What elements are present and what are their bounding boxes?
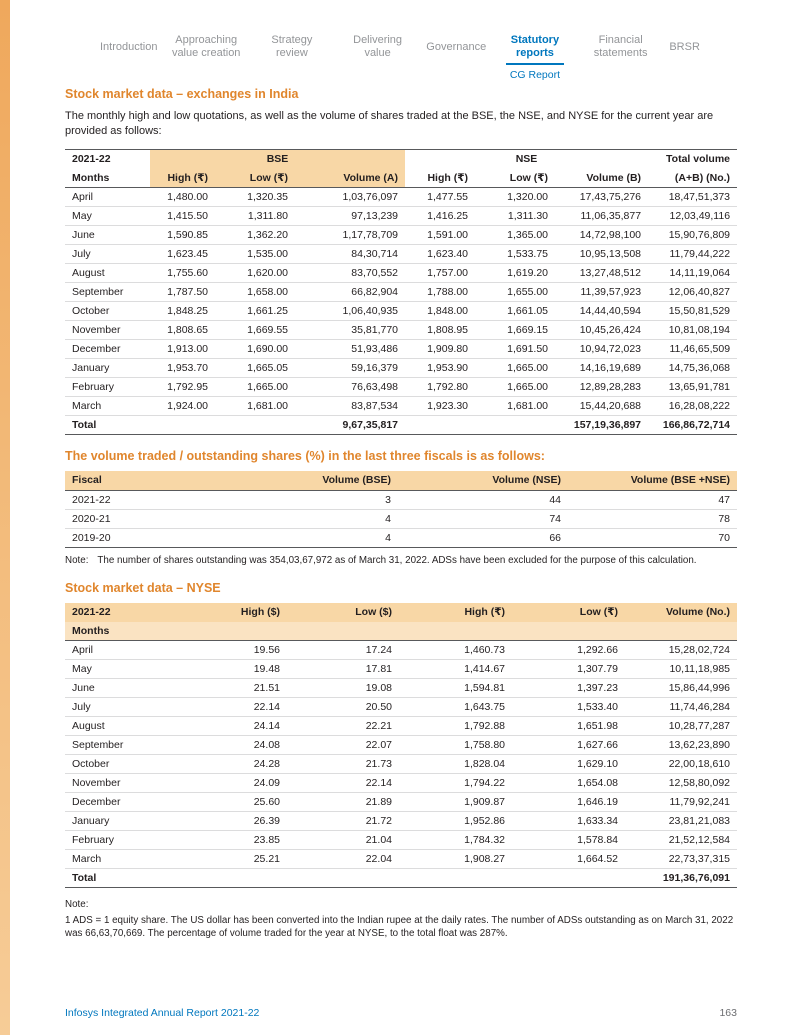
cell-bse-high: 1,913.00 xyxy=(150,340,215,359)
cell-low-usd: 21.89 xyxy=(287,793,399,812)
table-row xyxy=(65,264,737,283)
table-row xyxy=(65,793,737,812)
table-row xyxy=(65,660,737,679)
months-label: Months xyxy=(65,622,737,641)
cell-volume: 15,28,02,724 xyxy=(625,641,737,660)
cell-high-usd: 24.08 xyxy=(175,736,287,755)
cell-month: August xyxy=(65,717,175,736)
col-header-bse-volume: Volume (A) xyxy=(295,169,405,188)
cell-bse-high: 1,792.95 xyxy=(150,378,215,397)
cell-bse-volume: 66,82,904 xyxy=(295,283,405,302)
nav-item-governance[interactable]: Governance xyxy=(426,40,487,53)
cell-high-usd: 25.21 xyxy=(175,850,287,869)
cell-bse-volume: 51,93,486 xyxy=(295,340,405,359)
col-header-low-usd: Low ($) xyxy=(287,603,399,622)
cell-low-usd: 22.07 xyxy=(287,736,399,755)
top-navigation xyxy=(100,0,700,81)
cell-month: September xyxy=(65,736,175,755)
cell-volume: 15,86,44,996 xyxy=(625,679,737,698)
cell-high-inr: 1,792.88 xyxy=(399,717,512,736)
cell-low-inr: 1,646.19 xyxy=(512,793,625,812)
cell-total-volume: 11,46,65,509 xyxy=(648,340,737,359)
cell-month: July xyxy=(65,245,150,264)
cell-nse-volume: 15,44,20,688 xyxy=(555,397,648,416)
cell-bse-low: 1,620.00 xyxy=(215,264,295,283)
table-header-row xyxy=(65,603,737,622)
group-header-bse: BSE xyxy=(150,150,405,169)
cell-volume-nse: 74 xyxy=(398,509,568,528)
cell-month: June xyxy=(65,679,175,698)
cell-nse-low: 1,681.00 xyxy=(475,397,555,416)
cell-bse-low: 1,690.00 xyxy=(215,340,295,359)
cell-nse-volume: 13,27,48,512 xyxy=(555,264,648,283)
table-row xyxy=(65,378,737,397)
section-heading-exchanges-india: Stock market data – exchanges in India xyxy=(65,87,299,101)
cell-month: January xyxy=(65,812,175,831)
cell-bse-volume: 83,87,534 xyxy=(295,397,405,416)
cell-bse-high: 1,848.25 xyxy=(150,302,215,321)
cell-nse-high: 1,953.90 xyxy=(405,359,475,378)
cell-total-volume: 15,50,81,529 xyxy=(648,302,737,321)
cell-month: November xyxy=(65,321,150,340)
cell-month: July xyxy=(65,698,175,717)
cell-high-usd: 19.56 xyxy=(175,641,287,660)
table-row xyxy=(65,188,737,207)
cell-nse-low: 1,669.15 xyxy=(475,321,555,340)
table-row xyxy=(65,812,737,831)
cell-bse-low: 1,320.35 xyxy=(215,188,295,207)
col-header-total: (A+B) (No.) xyxy=(648,169,737,188)
cell-volume-bse: 4 xyxy=(225,528,398,547)
nyse-note xyxy=(65,898,737,940)
cell-nse-high: 1,757.00 xyxy=(405,264,475,283)
cell-month: October xyxy=(65,755,175,774)
cell-low-inr: 1,292.66 xyxy=(512,641,625,660)
cell-bse-low: 1,669.55 xyxy=(215,321,295,340)
cell-bse-volume: 35,81,770 xyxy=(295,321,405,340)
table-row xyxy=(65,528,737,547)
table-row xyxy=(65,509,737,528)
cell-bse-low: 1,661.25 xyxy=(215,302,295,321)
cell-bse-high: 1,808.65 xyxy=(150,321,215,340)
cell-volume-bse: 4 xyxy=(225,509,398,528)
cell-bse-low: 1,658.00 xyxy=(215,283,295,302)
table-row xyxy=(65,245,737,264)
cell-high-usd: 24.09 xyxy=(175,774,287,793)
cell-bse-low: 1,681.00 xyxy=(215,397,295,416)
cell-bse-low: 1,665.00 xyxy=(215,378,295,397)
footer-page-number: 163 xyxy=(719,1007,737,1019)
cell-high-usd: 25.60 xyxy=(175,793,287,812)
cell-nse-low: 1,533.75 xyxy=(475,245,555,264)
col-header-low-inr: Low (₹) xyxy=(512,603,625,622)
active-tab-underline xyxy=(506,63,564,65)
cell-total-volume: 16,28,08,222 xyxy=(648,397,737,416)
shares-outstanding-note xyxy=(65,554,737,567)
cell-month: April xyxy=(65,188,150,207)
cell-month: January xyxy=(65,359,150,378)
cell-bse-low: 1,535.00 xyxy=(215,245,295,264)
cell-nse-volume: 12,89,28,283 xyxy=(555,378,648,397)
cell-low-inr: 1,307.79 xyxy=(512,660,625,679)
nav-item-statutory-reports[interactable] xyxy=(498,34,572,81)
nav-item-label: Statutory reports xyxy=(510,34,560,59)
cell-month: February xyxy=(65,831,175,850)
cell-total-volume: 12,06,40,827 xyxy=(648,283,737,302)
cell-high-usd: 23.85 xyxy=(175,831,287,850)
cell-nse-volume: 11,39,57,923 xyxy=(555,283,648,302)
cell-volume-combined: 78 xyxy=(568,509,737,528)
cell-month: November xyxy=(65,774,175,793)
cell-nse-low: 1,311.30 xyxy=(475,207,555,226)
table-total-row xyxy=(65,869,737,888)
cell-total-volume: 14,11,19,064 xyxy=(648,264,737,283)
cell-high-inr: 1,784.32 xyxy=(399,831,512,850)
cell-month: August xyxy=(65,264,150,283)
cell-low-inr: 1,633.34 xyxy=(512,812,625,831)
cell-bse-high: 1,924.00 xyxy=(150,397,215,416)
fiscal-volume-table xyxy=(65,471,737,548)
table-row xyxy=(65,698,737,717)
cell-nse-volume: 10,94,72,023 xyxy=(555,340,648,359)
col-header-high-inr: High (₹) xyxy=(399,603,512,622)
cell-bse-low: 1,362.20 xyxy=(215,226,295,245)
cell-volume-nse: 44 xyxy=(398,490,568,509)
cell-volume-combined: 47 xyxy=(568,490,737,509)
cell-month: March xyxy=(65,397,150,416)
cell-volume: 12,58,80,092 xyxy=(625,774,737,793)
note-text: 1 ADS = 1 equity share. The US dollar has been converted into the Indian rupee at the daily rates. The number of ADSs outstanding as on March 31, 2022 was 66,63,70,669. The percentage of volume traded for the year at NYSE, to the total float was 287%. xyxy=(65,915,734,939)
cell-low-usd: 21.72 xyxy=(287,812,399,831)
cell-bse-low: 1,311.80 xyxy=(215,207,295,226)
cell-bse-high: 1,480.00 xyxy=(150,188,215,207)
table-row xyxy=(65,755,737,774)
table-total-row xyxy=(65,416,737,435)
cell-low-inr: 1,533.40 xyxy=(512,698,625,717)
bse-nse-table xyxy=(65,149,737,435)
table-row xyxy=(65,774,737,793)
cell-volume: 10,11,18,985 xyxy=(625,660,737,679)
cell-low-inr: 1,654.08 xyxy=(512,774,625,793)
cell-bse-volume: 76,63,498 xyxy=(295,378,405,397)
table-row xyxy=(65,641,737,660)
cell-high-usd: 24.28 xyxy=(175,755,287,774)
cell-low-usd: 17.81 xyxy=(287,660,399,679)
total-bse-volume: 9,67,35,817 xyxy=(295,416,405,435)
table-row xyxy=(65,850,737,869)
cell-low-inr: 1,664.52 xyxy=(512,850,625,869)
col-header-volume-nse: Volume (NSE) xyxy=(398,471,568,490)
cell-fiscal: 2019-20 xyxy=(65,528,225,547)
nav-item-brsr[interactable]: BRSR xyxy=(669,40,700,53)
page-content xyxy=(65,87,737,940)
table-row xyxy=(65,736,737,755)
cell-low-usd: 22.14 xyxy=(287,774,399,793)
cell-bse-volume: 83,70,552 xyxy=(295,264,405,283)
cell-nse-volume: 14,72,98,100 xyxy=(555,226,648,245)
nav-item-delivering-value[interactable]: Delivering value xyxy=(353,34,403,59)
cell-month: June xyxy=(65,226,150,245)
table-column-header-row xyxy=(65,169,737,188)
intro-paragraph: The monthly high and low quotations, as well as the volume of shares traded at the BSE, the NSE, and NYSE for the current year are provided as follows: xyxy=(65,110,714,137)
cell-nse-volume: 10,95,13,508 xyxy=(555,245,648,264)
page-footer xyxy=(65,1007,737,1019)
cell-bse-high: 1,755.60 xyxy=(150,264,215,283)
cell-bse-volume: 97,13,239 xyxy=(295,207,405,226)
cell-high-inr: 1,758.80 xyxy=(399,736,512,755)
cell-low-usd: 19.08 xyxy=(287,679,399,698)
cell-low-inr: 1,397.23 xyxy=(512,679,625,698)
months-subheader-row xyxy=(65,622,737,641)
cell-volume: 13,62,23,890 xyxy=(625,736,737,755)
cell-nse-low: 1,665.00 xyxy=(475,359,555,378)
cell-low-usd: 17.24 xyxy=(287,641,399,660)
section-heading-volume-traded: The volume traded / outstanding shares (%) in the last three fiscals is as follows: xyxy=(65,449,545,463)
cell-volume: 10,28,77,287 xyxy=(625,717,737,736)
cell-volume-combined: 70 xyxy=(568,528,737,547)
col-header-high-usd: High ($) xyxy=(175,603,287,622)
cell-bse-high: 1,623.45 xyxy=(150,245,215,264)
cell-month: April xyxy=(65,641,175,660)
cell-month: September xyxy=(65,283,150,302)
total-label: Total xyxy=(65,416,150,435)
cell-month: February xyxy=(65,378,150,397)
table-row xyxy=(65,302,737,321)
total-volume: 191,36,76,091 xyxy=(625,869,737,888)
cell-low-usd: 21.73 xyxy=(287,755,399,774)
cell-nse-high: 1,591.00 xyxy=(405,226,475,245)
cell-nse-low: 1,365.00 xyxy=(475,226,555,245)
section-heading-nyse: Stock market data – NYSE xyxy=(65,580,221,595)
col-header-bse-high: High (₹) xyxy=(150,169,215,188)
cell-volume: 21,52,12,584 xyxy=(625,831,737,850)
year-label: 2021-22 xyxy=(65,603,175,622)
cell-bse-volume: 84,30,714 xyxy=(295,245,405,264)
cell-fiscal: 2021-22 xyxy=(65,490,225,509)
cell-nse-high: 1,623.40 xyxy=(405,245,475,264)
note-label: Note: xyxy=(65,554,89,566)
cell-high-usd: 22.14 xyxy=(175,698,287,717)
table-row xyxy=(65,359,737,378)
cell-nse-low: 1,619.20 xyxy=(475,264,555,283)
cell-month: March xyxy=(65,850,175,869)
cell-nse-high: 1,923.30 xyxy=(405,397,475,416)
table-row xyxy=(65,283,737,302)
col-header-nse-high: High (₹) xyxy=(405,169,475,188)
cell-high-inr: 1,460.73 xyxy=(399,641,512,660)
cell-nse-volume: 10,45,26,424 xyxy=(555,321,648,340)
total-nse-volume: 157,19,36,897 xyxy=(555,416,648,435)
footer-report-title: Infosys Integrated Annual Report 2021-22 xyxy=(65,1007,260,1019)
cell-total-volume: 14,75,36,068 xyxy=(648,359,737,378)
cell-high-inr: 1,952.86 xyxy=(399,812,512,831)
col-header-nse-low: Low (₹) xyxy=(475,169,555,188)
cell-nse-volume: 11,06,35,877 xyxy=(555,207,648,226)
cell-volume: 22,73,37,315 xyxy=(625,850,737,869)
cell-nse-volume: 14,44,40,594 xyxy=(555,302,648,321)
cell-nse-high: 1,808.95 xyxy=(405,321,475,340)
note-text: The number of shares outstanding was 354,03,67,972 as of March 31, 2022. ADSs have been excluded for the purpose of this calculation. xyxy=(97,554,697,566)
nav-item-strategy-review[interactable]: Strategy review xyxy=(271,34,313,59)
table-row xyxy=(65,340,737,359)
cell-high-inr: 1,414.67 xyxy=(399,660,512,679)
table-row xyxy=(65,321,737,340)
cell-low-usd: 22.04 xyxy=(287,850,399,869)
cell-total-volume: 10,81,08,194 xyxy=(648,321,737,340)
col-header-nse-volume: Volume (B) xyxy=(555,169,648,188)
cell-high-inr: 1,794.22 xyxy=(399,774,512,793)
cell-low-usd: 21.04 xyxy=(287,831,399,850)
cell-nse-volume: 17,43,75,276 xyxy=(555,188,648,207)
cell-nse-low: 1,661.05 xyxy=(475,302,555,321)
cell-month: May xyxy=(65,660,175,679)
year-label: 2021-22 xyxy=(65,150,150,169)
cell-volume: 22,00,18,610 xyxy=(625,755,737,774)
cell-nse-low: 1,320.00 xyxy=(475,188,555,207)
total-label: Total xyxy=(65,869,175,888)
cell-low-inr: 1,627.66 xyxy=(512,736,625,755)
cell-high-inr: 1,909.87 xyxy=(399,793,512,812)
col-header-bse-low: Low (₹) xyxy=(215,169,295,188)
cell-low-inr: 1,578.84 xyxy=(512,831,625,850)
cell-nse-high: 1,416.25 xyxy=(405,207,475,226)
cell-total-volume: 18,47,51,373 xyxy=(648,188,737,207)
cell-low-inr: 1,629.10 xyxy=(512,755,625,774)
nav-item-introduction[interactable]: Introduction xyxy=(100,40,158,53)
table-header-row xyxy=(65,471,737,490)
cell-low-inr: 1,651.98 xyxy=(512,717,625,736)
col-header-volume-bse-nse: Volume (BSE +NSE) xyxy=(568,471,737,490)
cell-nse-high: 1,909.80 xyxy=(405,340,475,359)
col-header-volume: Volume (No.) xyxy=(625,603,737,622)
cell-high-usd: 21.51 xyxy=(175,679,287,698)
cell-high-usd: 19.48 xyxy=(175,660,287,679)
cell-volume-nse: 66 xyxy=(398,528,568,547)
cell-high-inr: 1,594.81 xyxy=(399,679,512,698)
table-row xyxy=(65,717,737,736)
nav-item-approaching-value-creation[interactable]: Approaching value creation xyxy=(171,34,241,59)
nav-subitem-cg-report[interactable]: CG Report xyxy=(509,69,561,81)
nyse-table xyxy=(65,603,737,889)
col-header-volume-bse: Volume (BSE) xyxy=(225,471,398,490)
cell-month: December xyxy=(65,340,150,359)
cell-bse-volume: 1,06,40,935 xyxy=(295,302,405,321)
cell-bse-high: 1,953.70 xyxy=(150,359,215,378)
cell-high-inr: 1,643.75 xyxy=(399,698,512,717)
table-row xyxy=(65,679,737,698)
cell-volume: 11,79,92,241 xyxy=(625,793,737,812)
cell-bse-high: 1,787.50 xyxy=(150,283,215,302)
cell-month: October xyxy=(65,302,150,321)
nav-item-financial-statements[interactable]: Financial statements xyxy=(593,34,648,59)
col-header-fiscal: Fiscal xyxy=(65,471,225,490)
cell-bse-volume: 1,03,76,097 xyxy=(295,188,405,207)
cell-month: May xyxy=(65,207,150,226)
table-row xyxy=(65,207,737,226)
cell-bse-volume: 59,16,379 xyxy=(295,359,405,378)
cell-nse-volume: 14,16,19,689 xyxy=(555,359,648,378)
cell-total-volume: 15,90,76,809 xyxy=(648,226,737,245)
cell-high-inr: 1,908.27 xyxy=(399,850,512,869)
cell-low-usd: 22.21 xyxy=(287,717,399,736)
table-row xyxy=(65,831,737,850)
cell-bse-high: 1,415.50 xyxy=(150,207,215,226)
cell-nse-low: 1,691.50 xyxy=(475,340,555,359)
table-row xyxy=(65,490,737,509)
cell-nse-high: 1,788.00 xyxy=(405,283,475,302)
cell-bse-volume: 1,17,78,709 xyxy=(295,226,405,245)
cell-high-usd: 24.14 xyxy=(175,717,287,736)
note-label: Note: xyxy=(65,899,89,910)
group-header-nse: NSE xyxy=(405,150,648,169)
cell-high-usd: 26.39 xyxy=(175,812,287,831)
cell-nse-low: 1,665.00 xyxy=(475,378,555,397)
cell-volume-bse: 3 xyxy=(225,490,398,509)
cell-nse-high: 1,477.55 xyxy=(405,188,475,207)
cell-fiscal: 2020-21 xyxy=(65,509,225,528)
cell-volume: 23,81,21,083 xyxy=(625,812,737,831)
cell-total-volume: 13,65,91,781 xyxy=(648,378,737,397)
col-header-months: Months xyxy=(65,169,150,188)
cell-high-inr: 1,828.04 xyxy=(399,755,512,774)
cell-bse-low: 1,665.05 xyxy=(215,359,295,378)
cell-nse-high: 1,848.00 xyxy=(405,302,475,321)
left-accent-stripe xyxy=(0,0,10,1035)
cell-volume: 11,74,46,284 xyxy=(625,698,737,717)
cell-month: December xyxy=(65,793,175,812)
cell-nse-high: 1,792.80 xyxy=(405,378,475,397)
cell-total-volume: 11,79,44,222 xyxy=(648,245,737,264)
total-combined-volume: 166,86,72,714 xyxy=(648,416,737,435)
cell-low-usd: 20.50 xyxy=(287,698,399,717)
table-row xyxy=(65,226,737,245)
cell-total-volume: 12,03,49,116 xyxy=(648,207,737,226)
group-header-total-volume: Total volume xyxy=(648,150,737,169)
table-row xyxy=(65,397,737,416)
table-group-header-row xyxy=(65,150,737,169)
cell-nse-low: 1,655.00 xyxy=(475,283,555,302)
cell-bse-high: 1,590.85 xyxy=(150,226,215,245)
nav-row xyxy=(100,34,700,81)
